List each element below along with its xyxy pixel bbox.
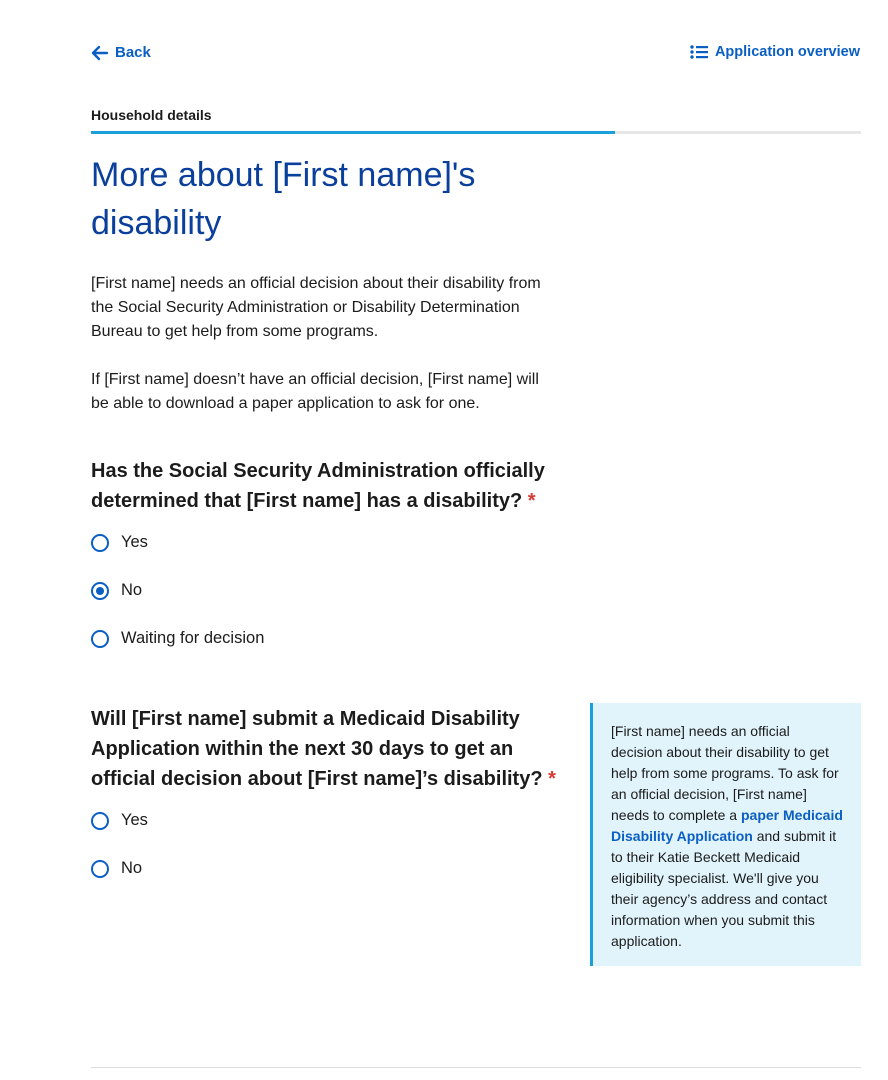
section-label: Household details xyxy=(91,107,212,123)
intro-paragraph: If [First name] doesn’t have an official decision, [First name] will be able to download a paper application to ask for one. xyxy=(91,371,539,412)
option-label: Waiting for decision xyxy=(121,629,265,647)
callout-text: and submit it to their Katie Beckett Medicaid eligibility specialist. We'll give you their agency’s address and contact information when you submit this application. xyxy=(611,828,837,949)
page-title: More about [First name]'s disability xyxy=(91,156,476,242)
option-label: No xyxy=(121,859,143,877)
callout-text: [First name] needs an official decision about their disability to get help from some programs. To ask for an official decision, [First name] needs to complete a xyxy=(611,723,839,823)
radio-button[interactable] xyxy=(91,812,109,830)
required-marker: * xyxy=(527,490,536,512)
paper-application-link[interactable]: paper Medicaid Disability Application xyxy=(611,807,843,844)
radio-button[interactable] xyxy=(91,582,109,600)
question-medicaid-application xyxy=(91,704,571,794)
q1-option-yes[interactable] xyxy=(91,533,148,552)
back-label: Back xyxy=(115,44,151,61)
application-overview-label: Application overview xyxy=(714,44,860,60)
intro-paragraph: [First name] needs an official decision about their disability from the Social Security Administration or Disability Determination Bureau to get help from some programs. xyxy=(91,275,541,340)
radio-button[interactable] xyxy=(91,534,109,552)
info-callout xyxy=(590,703,861,966)
q2-option-no[interactable] xyxy=(91,859,142,878)
footer-divider xyxy=(91,1067,861,1068)
intro-text xyxy=(91,272,551,440)
option-label: Yes xyxy=(121,811,148,829)
radio-button[interactable] xyxy=(91,860,109,878)
option-label: Yes xyxy=(121,533,148,551)
application-overview-button[interactable] xyxy=(690,44,860,60)
list-icon xyxy=(690,44,708,60)
back-button[interactable] xyxy=(91,44,151,61)
question-label: Has the Social Security Administration officially determined that [First name] has a disability? xyxy=(91,460,545,512)
q1-option-waiting[interactable] xyxy=(91,629,264,648)
progress-bar-fill xyxy=(91,131,615,134)
required-marker: * xyxy=(548,768,556,790)
arrow-left-icon xyxy=(91,45,109,61)
option-label: No xyxy=(121,581,143,599)
progress-bar xyxy=(91,131,861,134)
question-label: Will [First name] submit a Medicaid Disability Application within the next 30 days to get an official decision about [First name]’s disability? xyxy=(91,708,543,790)
question-ssa-determination xyxy=(91,456,571,516)
q2-option-yes[interactable] xyxy=(91,811,148,830)
top-navigation xyxy=(91,44,860,66)
q1-option-no[interactable] xyxy=(91,581,142,600)
radio-button[interactable] xyxy=(91,630,109,648)
